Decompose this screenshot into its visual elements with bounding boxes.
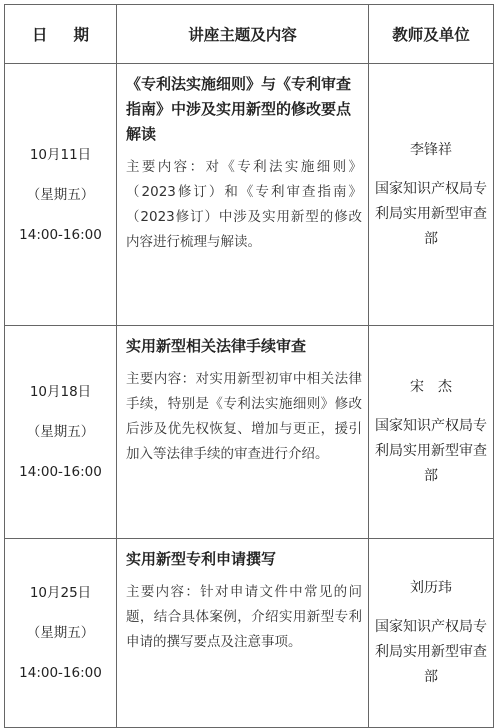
teacher-cell xyxy=(369,326,494,539)
topic-cell xyxy=(117,326,369,539)
table-row xyxy=(5,64,494,326)
lecture-date: 10月25日 xyxy=(29,585,92,601)
teacher-cell xyxy=(369,64,494,326)
lecture-weekday: （星期五） xyxy=(26,424,95,440)
lecture-title: 《专利法实施细则》与《专利审查指南》中涉及实用新型的修改要点解读 xyxy=(126,75,352,143)
teacher-organization: 国家知识产权局专利局实用新型审查部 xyxy=(375,418,487,484)
lecture-description: 主要内容：对《专利法实施细则》（2023修订）和《专利审查指南》（2023修订）中涉及实用新型的修改内容进行梳理与解读。 xyxy=(126,159,362,250)
topic-cell xyxy=(117,64,369,326)
teacher-name: 刘历玮 xyxy=(410,580,452,596)
date-cell xyxy=(5,539,117,728)
lecture-time: 14:00-16:00 xyxy=(19,665,102,681)
teacher-name: 宋杰 xyxy=(410,379,466,395)
lecture-time: 14:00-16:00 xyxy=(19,226,102,243)
table-row xyxy=(5,539,494,728)
date-column-header xyxy=(5,5,117,64)
lecture-description: 主要内容：对实用新型初审中相关法律手续，特别是《专利法实施细则》修改后涉及优先权恢复、增加与更正，援引加入等法律手续的审查进行介绍。 xyxy=(126,371,362,462)
table-row xyxy=(5,326,494,539)
lecture-schedule-table xyxy=(4,4,494,728)
lecture-weekday: （星期五） xyxy=(26,625,95,641)
teacher-organization: 国家知识产权局专利局实用新型审查部 xyxy=(375,619,487,685)
teacher-cell xyxy=(369,539,494,728)
topic-cell xyxy=(117,539,369,728)
lecture-date: 10月11日 xyxy=(29,146,92,163)
date-header-char-1: 日 xyxy=(31,26,48,44)
table-header-row xyxy=(5,5,494,64)
teacher-column-header: 教师及单位 xyxy=(369,5,494,64)
date-cell xyxy=(5,64,117,326)
lecture-time: 14:00-16:00 xyxy=(19,464,102,480)
lecture-title: 实用新型专利申请撰写 xyxy=(126,550,277,568)
lecture-date: 10月18日 xyxy=(29,384,92,400)
lecture-weekday: （星期五） xyxy=(26,186,95,203)
date-header-char-2: 期 xyxy=(73,26,90,44)
teacher-organization: 国家知识产权局专利局实用新型审查部 xyxy=(375,180,487,247)
lecture-description: 主要内容：针对申请文件中常见的问题，结合具体案例，介绍实用新型专利申请的撰写要点及注意事项。 xyxy=(126,584,362,650)
date-cell xyxy=(5,326,117,539)
teacher-name: 李锋祥 xyxy=(410,141,452,158)
lecture-title: 实用新型相关法律手续审查 xyxy=(126,337,307,355)
topic-column-header: 讲座主题及内容 xyxy=(117,5,369,64)
